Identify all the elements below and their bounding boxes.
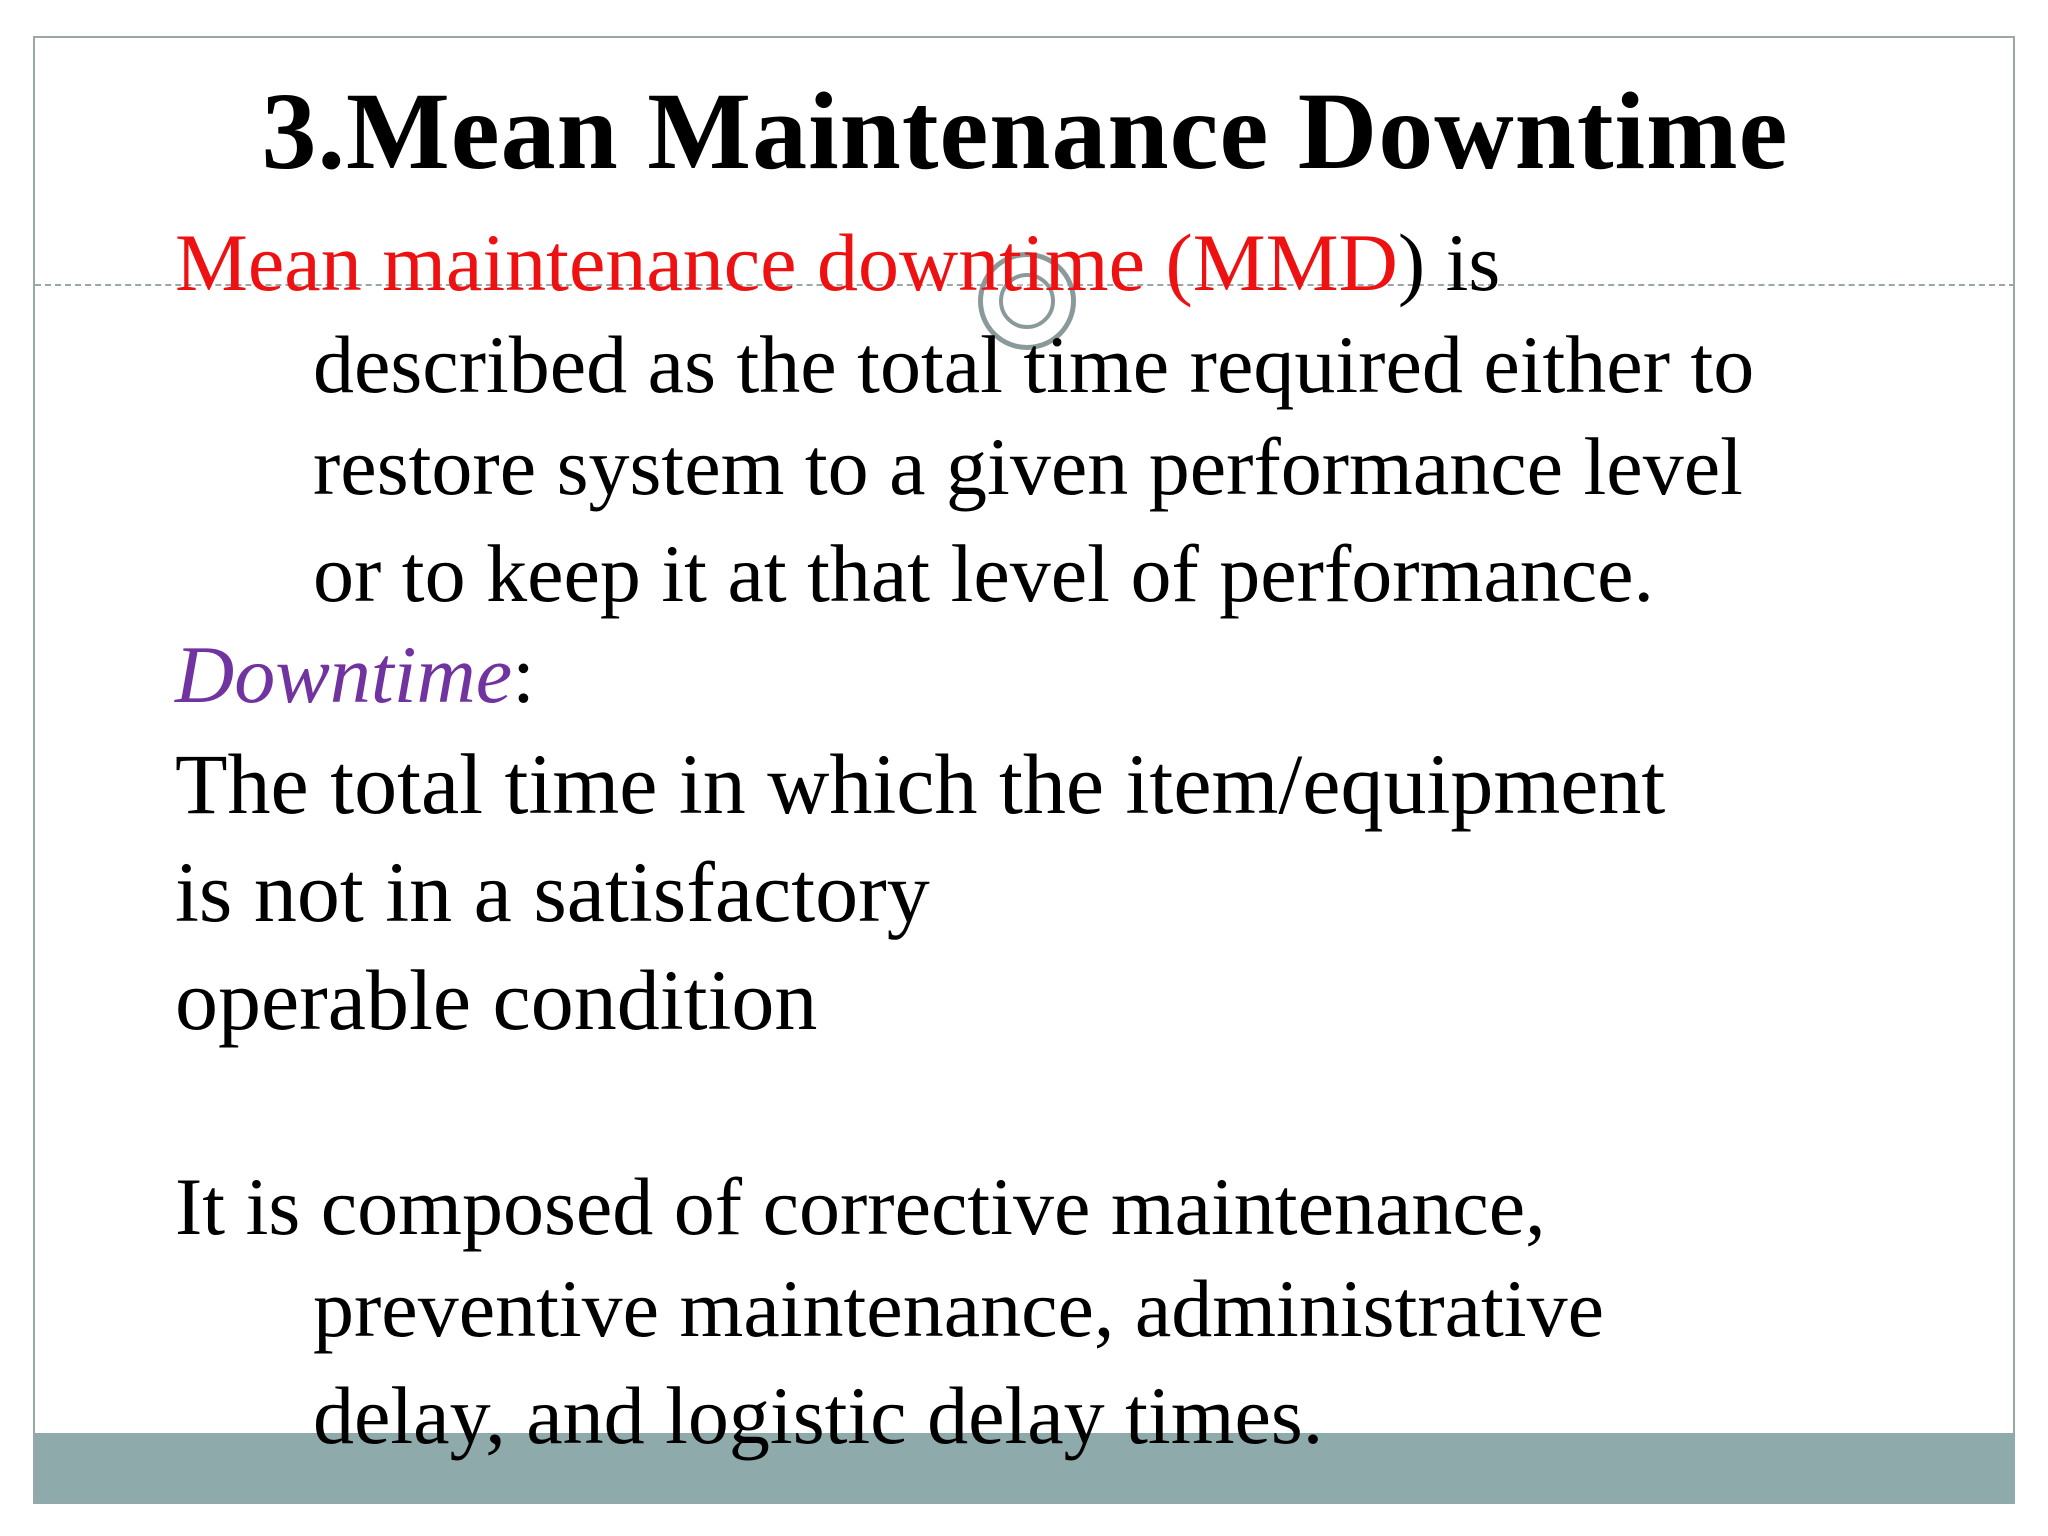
downtime-line-2: is not in a satisfactory [175,844,930,940]
composition-line-2: preventive maintenance, administrative [313,1263,1604,1354]
downtime-label: Downtime [175,629,513,720]
downtime-heading [175,624,535,726]
definition-paragraph [175,212,1754,630]
slide-title: 3.Mean Maintenance Downtime [261,70,1789,192]
downtime-colon: : [512,629,535,720]
downtime-line-1: The total time in which the item/equipment [175,736,1666,832]
composition-paragraph [175,1156,1604,1472]
downtime-definition [175,730,1665,1054]
composition-line-3: delay, and logistic delay times. [313,1370,1324,1461]
mmd-term-suffix: ) is [1397,217,1501,308]
composition-line-1: It is composed of corrective maintenance, [175,1161,1546,1252]
definition-line-3: or to keep it at that level of performance. [313,528,1655,619]
definition-line-1: described as the total time required either to [313,319,1755,410]
definition-line-2: restore system to a given performance level [313,421,1743,512]
mmd-term: Mean maintenance downtime (MMD [175,217,1398,308]
downtime-line-3: operable condition [175,952,818,1048]
